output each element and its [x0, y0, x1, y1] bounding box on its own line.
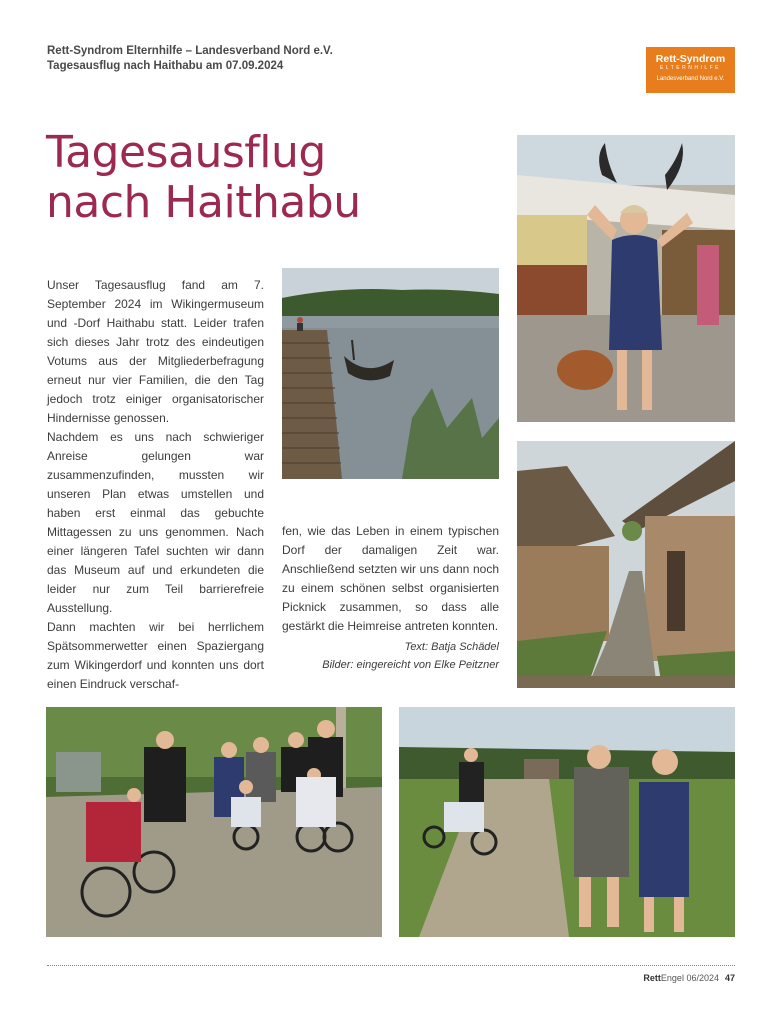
article-column-2	[282, 522, 499, 636]
page-footer	[643, 973, 735, 983]
paragraph-3: Dann machten wir bei herrlichem Spätsommerwetter einen Spaziergang zum Wikingerdorf und konnten uns dort einen Eindruck verschaf-	[47, 620, 264, 691]
credits	[282, 638, 499, 674]
article-title	[46, 128, 361, 228]
group-forest-photo	[46, 707, 382, 937]
women-walking-photo	[399, 707, 735, 937]
viking-houses-photo	[517, 441, 735, 688]
title-line-2: nach Haithabu	[46, 177, 361, 228]
header-event: Tagesausflug nach Haithabu am 07.09.2024	[47, 60, 284, 72]
article-column-1	[47, 276, 264, 694]
logo-region: Landesverband Nord e.V.	[656, 76, 725, 82]
header-organisation: Rett-Syndrom Elternhilfe – Landesverband Nord e.V.	[47, 45, 333, 57]
paragraph-1: Unser Tagesausflug fand am 7. September 2024 im Wikingermuseum und -Dorf Haithabu statt. Leider trafen sich dieses Jahr trotz des eindeutigen Votums aus der Mitgliederbefragung erneut nur vier Familien, die den Tag jedoch trotz einiger organisatorischer Hindernisse genossen.	[47, 278, 264, 425]
woman-horns-photo	[517, 135, 735, 422]
logo-sub: ELTERNHILFE	[659, 65, 722, 71]
footer-rule	[47, 965, 735, 966]
running-header	[47, 44, 333, 74]
text-credit: Text: Batja Schädel	[404, 641, 499, 653]
paragraph-4: fen, wie das Leben in einem typischen Dorf der damaligen Zeit war. Anschließend setzten wir uns dann noch zu einem schönen selbst organisierten Picknick zusammen, so dass alle gestärkt die Heimreise antreten konnten.	[282, 524, 499, 633]
footer-brand-bold: Rett	[643, 973, 661, 983]
page-number: 47	[724, 973, 735, 983]
logo-name: Rett-Syndrom	[655, 53, 726, 65]
footer-brand-rest: Engel 06/2024	[660, 973, 719, 983]
rett-syndrom-logo	[646, 47, 735, 93]
image-credit: Bilder: eingereicht von Elke Peitzner	[322, 659, 499, 671]
paragraph-2: Nachdem es uns nach schwieriger Anreise gelungen war zusammenzufinden, mussten wir unseren Plan etwas umstellen und haben erst einmal das gebuchte Mittagessen zu uns genommen. Nach einer längeren Tafel suchten wir dann das Museum auf und erkundeten die leider nur zum Teil barrierefreie Ausstellung.	[47, 430, 264, 615]
title-line-1: Tagesausflug	[46, 127, 326, 178]
lake-boat-photo	[282, 268, 499, 479]
